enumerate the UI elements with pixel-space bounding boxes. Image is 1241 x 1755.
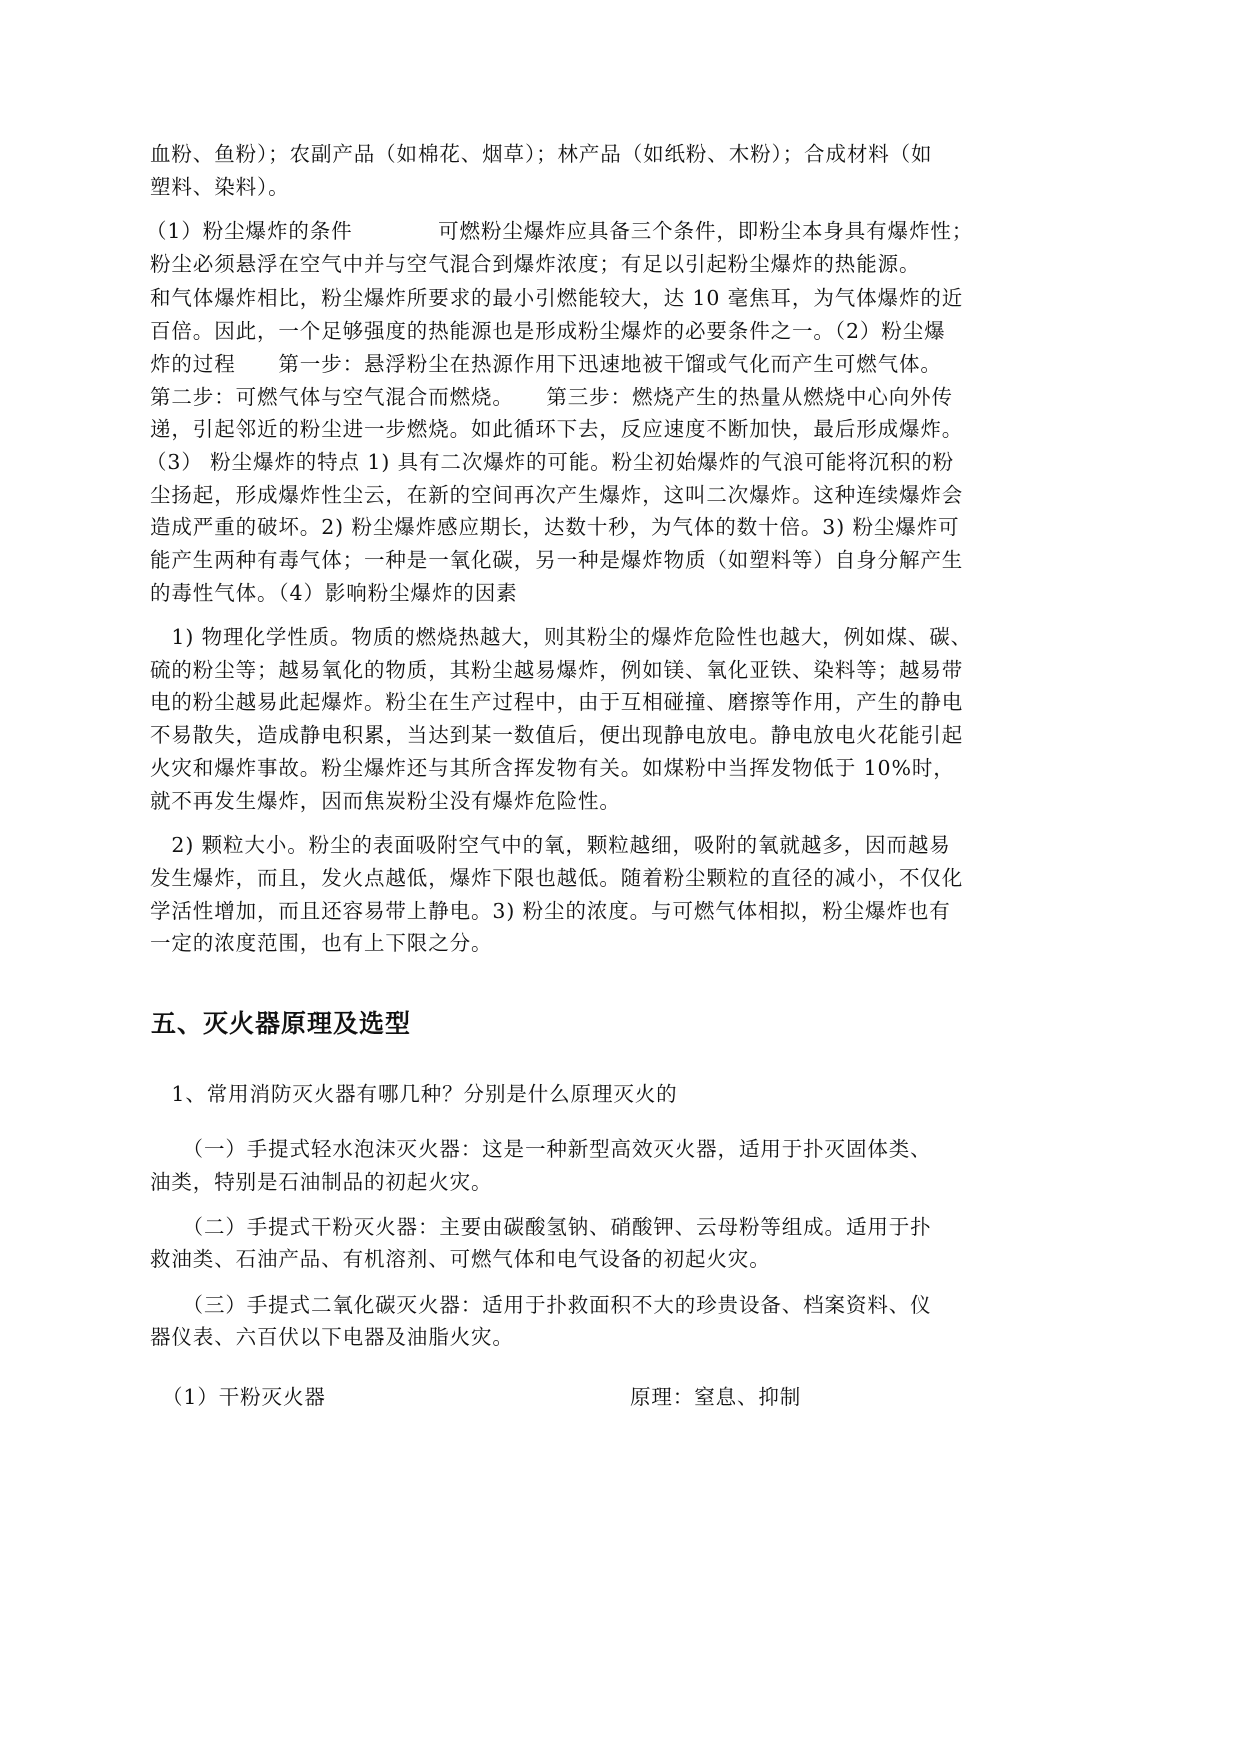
text-line: 器仪表、六百伏以下电器及油脂火灾。 xyxy=(150,1325,514,1349)
text-line: 能产生两种有毒气体；一种是一氧化碳，另一种是爆炸物质（如塑料等）自身分解产生 xyxy=(150,548,964,572)
text-line: 学活性增加，而且还容易带上静电。3) 粉尘的浓度。与可燃气体相拟，粉尘爆炸也有 xyxy=(150,899,951,923)
text-line: 第二步：可燃气体与空气混合而燃烧。 第三步：燃烧产生的热量从燃烧中心向外传 xyxy=(150,385,953,409)
text-line: （三）手提式二氧化碳灭火器：适用于扑救面积不大的珍贵设备、档案资料、仪 xyxy=(150,1293,932,1317)
text-line: 救油类、石油产品、有机溶剂、可燃气体和电气设备的初起火灾。 xyxy=(150,1247,771,1271)
extinguisher-principle-label: 原理：窒息、抑制 xyxy=(630,1385,802,1409)
text-line: （3） 粉尘爆炸的特点 1) 具有二次爆炸的可能。粉尘初始爆炸的气浪可能将沉积的粉 xyxy=(146,450,955,474)
text-line: 不易散失，造成静电积累，当达到某一数值后，便出现静电放电。静电放电火花能引起 xyxy=(150,723,964,747)
text-line: 火灾和爆炸事故。粉尘爆炸还与其所含挥发物有关。如煤粉中当挥发物低于 10%时， xyxy=(150,756,955,780)
text-line: 的毒性气体。（4）影响粉尘爆炸的因素 xyxy=(150,581,518,605)
text-line: （一）手提式轻水泡沫灭火器：这是一种新型高效灭火器，适用于扑灭固体类、 xyxy=(150,1137,932,1161)
text-line: 和气体爆炸相比，粉尘爆炸所要求的最小引燃能较大，达 10 毫焦耳，为气体爆炸的近 xyxy=(150,286,964,310)
text-line: 百倍。因此，一个足够强度的热能源也是形成粉尘爆炸的必要条件之一。（2）粉尘爆 xyxy=(150,319,946,343)
text-line: 发生爆炸，而且，发火点越低，爆炸下限也越低。随着粉尘颗粒的直径的减小，不仅化 xyxy=(150,866,964,890)
question-line: 1、常用消防灭火器有哪几种？分别是什么原理灭火的 xyxy=(150,1082,678,1106)
text-line: 血粉、鱼粉）；农副产品（如棉花、烟草）；林产品（如纸粉、木粉）；合成材料（如 xyxy=(150,142,933,166)
text-line: 造成严重的破坏。2) 粉尘爆炸感应期长，达数十秒，为气体的数十倍。3) 粉尘爆炸可 xyxy=(150,515,960,539)
section-heading: 五、灭火器原理及选型 xyxy=(151,1009,412,1038)
text-line: （1）粉尘爆炸的条件 可燃粉尘爆炸应具备三个条件，即粉尘本身具有爆炸性； xyxy=(146,219,974,243)
text-line: 就不再发生爆炸，因而焦炭粉尘没有爆炸危险性。 xyxy=(150,789,621,813)
text-line: 硫的粉尘等；越易氧化的物质，其粉尘越易爆炸，例如镁、氧化亚铁、染料等；越易带 xyxy=(150,658,964,682)
text-line: 一定的浓度范围，也有上下限之分。 xyxy=(150,931,493,955)
text-line: （二）手提式干粉灭火器：主要由碳酸氢钠、硝酸钾、云母粉等组成。适用于扑 xyxy=(150,1215,932,1239)
text-line: 2) 颗粒大小。粉尘的表面吸附空气中的氧，颗粒越细，吸附的氧就越多，因而越易 xyxy=(150,833,951,857)
text-line: 油类，特别是石油制品的初起火灾。 xyxy=(150,1170,493,1194)
text-line: 尘扬起，形成爆炸性尘云，在新的空间再次产生爆炸，这叫二次爆炸。这种连续爆炸会 xyxy=(150,483,964,507)
text-line: 粉尘必须悬浮在空气中并与空气混合到爆炸浓度；有足以引起粉尘爆炸的热能源。 xyxy=(150,252,921,276)
text-line: 1) 物理化学性质。物质的燃烧热越大，则其粉尘的爆炸危险性也越大，例如煤、碳、 xyxy=(150,625,973,649)
text-line: 递，引起邻近的粉尘进一步燃烧。如此循环下去，反应速度不断加快，最后形成爆炸。 xyxy=(150,417,964,441)
text-line: 电的粉尘越易此起爆炸。粉尘在生产过程中，由于互相碰撞、磨擦等作用，产生的静电 xyxy=(150,690,964,714)
text-line: 炸的过程 第一步：悬浮粉尘在热源作用下迅速地被干馏或气化而产生可燃气体。 xyxy=(150,352,942,376)
text-line: 塑料、染料）。 xyxy=(150,175,290,199)
extinguisher-type-label: （1）干粉灭火器 xyxy=(162,1385,326,1409)
